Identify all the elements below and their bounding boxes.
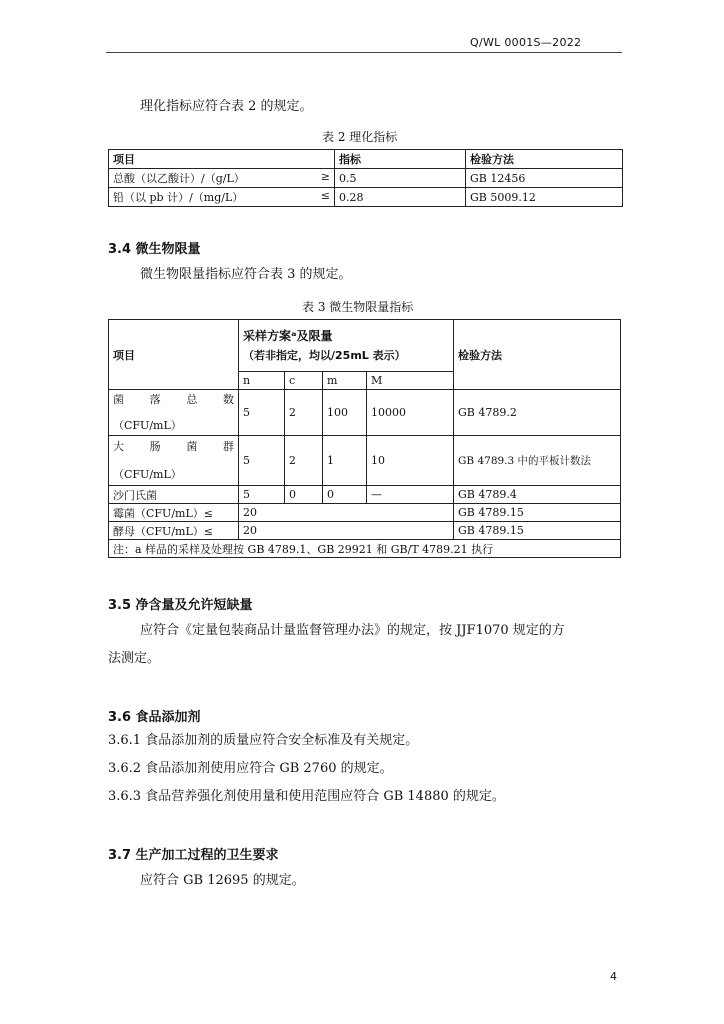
- table3-m-cell: 100: [323, 390, 367, 436]
- table2-method-cell: GB 12456: [466, 169, 623, 188]
- table3-limit-cell: 20: [239, 504, 454, 522]
- table-row: [109, 188, 623, 207]
- table3-limit-cell: 20: [239, 522, 454, 540]
- section-3-7-title: 3.7 生产加工过程的卫生要求: [108, 848, 279, 863]
- document-code: Q/WL 0001S—2022: [470, 36, 582, 49]
- table-row: [109, 390, 621, 436]
- table3-item-cell: 霉菌（CFU/mL）≤: [109, 504, 239, 522]
- item-char: 肠: [149, 439, 161, 453]
- section-3-4-title: 3.4 微生物限量: [108, 242, 201, 257]
- table3-m-cell: 0: [323, 486, 367, 504]
- table2-header-item: 项目: [109, 150, 335, 169]
- section-3-6-2: 3.6.2 食品添加剂使用应符合 GB 2760 的规定。: [108, 761, 393, 776]
- table3-method-cell: GB 4789.15: [454, 522, 621, 540]
- item-char: 数: [222, 392, 234, 406]
- table3-c-cell: 0: [285, 486, 323, 504]
- table3-c-cell: 2: [285, 436, 323, 486]
- table2-method-cell: GB 5009.12: [466, 188, 623, 207]
- table3-method-cell: GB 4789.4: [454, 486, 621, 504]
- section-3-5-line1: 应符合《定量包装商品计量监督管理办法》的规定，按 JJF1070 规定的方: [140, 623, 565, 638]
- item-char: 菌: [186, 439, 198, 453]
- table2-item-cell: [109, 188, 335, 207]
- section-3-5-title: 3.5 净含量及允许短缺量: [108, 598, 253, 613]
- table3-sub-m: m: [323, 372, 367, 390]
- table-row: [109, 436, 621, 486]
- section-3-4-intro: 微生物限量指标应符合表 3 的规定。: [140, 267, 352, 282]
- table2-value-cell: 0.28: [335, 188, 466, 207]
- table3-caption: 表 3 微生物限量指标: [302, 300, 414, 314]
- comparison-symbol: ≥: [320, 170, 330, 183]
- section-3-5-line2: 法测定。: [108, 651, 161, 666]
- section-3-6-3: 3.6.3 食品营养强化剂使用量和使用范围应符合 GB 14880 的规定。: [108, 789, 505, 804]
- table3-item-name: [113, 438, 234, 456]
- table3-M-cell: 10000: [367, 390, 454, 436]
- item-char: 菌: [113, 392, 124, 406]
- table3-item-unit: （CFU/mL）: [113, 418, 182, 432]
- table-row: [109, 522, 621, 540]
- table3-sub-n: n: [239, 372, 285, 390]
- section-3-6-title: 3.6 食品添加剂: [108, 710, 201, 725]
- table2: [108, 149, 623, 207]
- table2-header-row: [109, 150, 623, 169]
- item-char: 群: [222, 439, 234, 453]
- table3-item-unit: （CFU/mL）: [113, 467, 182, 481]
- table3-item-name: [113, 391, 234, 409]
- table3-note-row: [109, 540, 621, 558]
- table3-M-cell: —: [367, 486, 454, 504]
- section-3-7-text: 应符合 GB 12695 的规定。: [140, 873, 305, 888]
- table3-M-cell: 10: [367, 436, 454, 486]
- table2-intro: 理化指标应符合表 2 的规定。: [140, 99, 313, 114]
- table3-header-plan-title: 采样方案ᵃ及限量: [243, 328, 333, 343]
- item-char: 总: [186, 392, 198, 406]
- table3-n-cell: 5: [239, 390, 285, 436]
- table3-note: 注：a 样品的采样及处理按 GB 4789.1、GB 29921 和 GB/T 4789.21 执行: [109, 540, 621, 558]
- table3-header-item: 项目: [109, 320, 239, 390]
- table3: [108, 319, 621, 558]
- table3-c-cell: 2: [285, 390, 323, 436]
- table2-header-method: 检验方法: [466, 150, 623, 169]
- table2-header-index: 指标: [335, 150, 466, 169]
- item-char: 落: [149, 392, 161, 406]
- table3-sub-c: c: [285, 372, 323, 390]
- table2-caption: 表 2 理化指标: [322, 130, 398, 144]
- table3-sub-M: M: [367, 372, 454, 390]
- table3-item-cell: 沙门氏菌: [109, 486, 239, 504]
- table3-header-row: [109, 320, 621, 372]
- comparison-symbol: ≤: [320, 189, 330, 202]
- table-row: [109, 486, 621, 504]
- table3-method-cell: GB 4789.3 中的平板计数法: [454, 436, 621, 486]
- table3-header-plan: [239, 320, 454, 372]
- table3-method-cell: GB 4789.2: [454, 390, 621, 436]
- table-row: [109, 169, 623, 188]
- table3-n-cell: 5: [239, 486, 285, 504]
- table3-item-cell: 酵母（CFU/mL）≤: [109, 522, 239, 540]
- table3-header-method: 检验方法: [454, 320, 621, 390]
- table2-item-label: 总酸（以乙酸计）/（g/L）: [113, 172, 245, 185]
- table2-item-cell: [109, 169, 335, 188]
- table3-m-cell: 1: [323, 436, 367, 486]
- item-char: 大: [113, 439, 124, 453]
- table3-item-cell: [109, 390, 239, 436]
- table2-value-cell: 0.5: [335, 169, 466, 188]
- section-3-6-1: 3.6.1 食品添加剂的质量应符合安全标准及有关规定。: [108, 733, 419, 748]
- table-row: [109, 504, 621, 522]
- table2-item-label: 铅（以 pb 计）/（mg/L）: [113, 191, 244, 204]
- page-number: 4: [610, 970, 617, 983]
- table3-n-cell: 5: [239, 436, 285, 486]
- table3-method-cell: GB 4789.15: [454, 504, 621, 522]
- table3-item-cell: [109, 436, 239, 486]
- table3-header-plan-note: （若非指定，均以/25mL 表示）: [243, 348, 406, 362]
- header-rule: [106, 52, 622, 53]
